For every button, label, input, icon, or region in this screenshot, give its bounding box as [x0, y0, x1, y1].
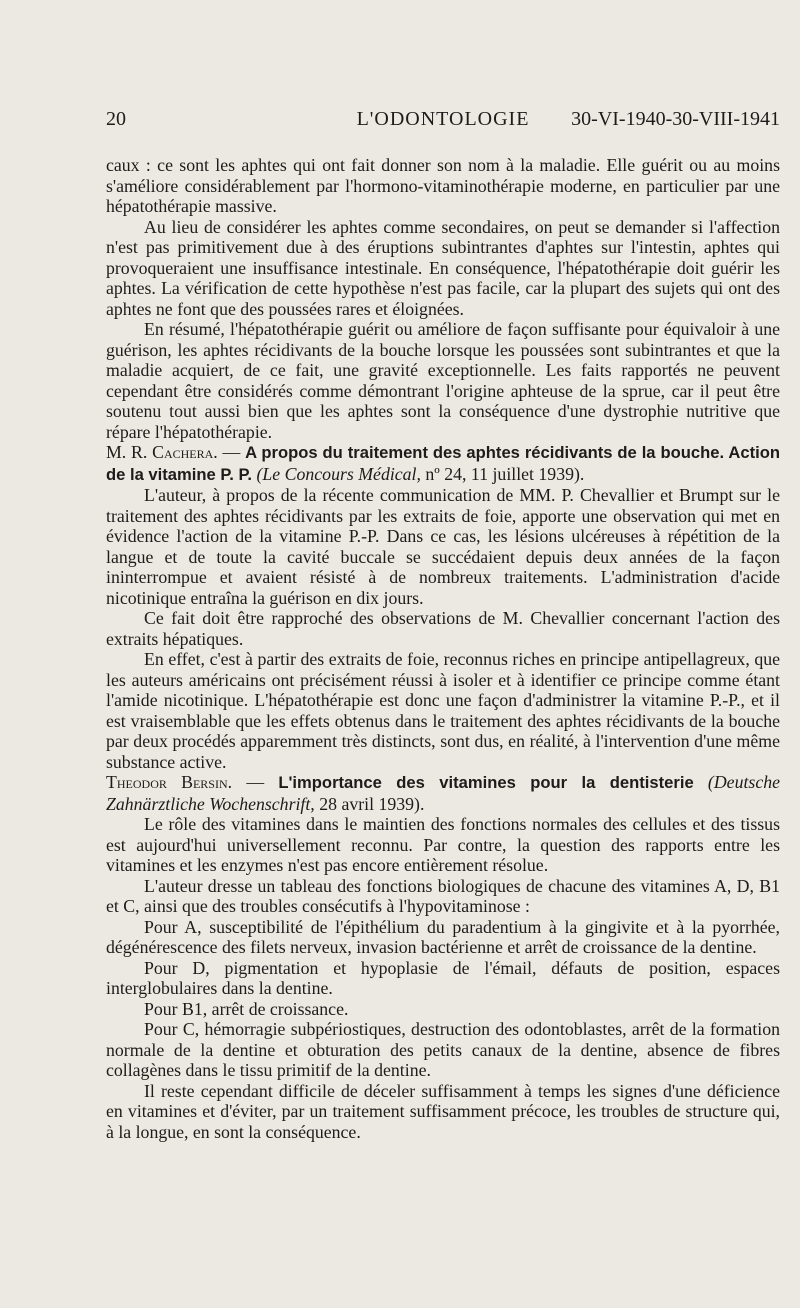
- entry-dash: —: [217, 442, 246, 462]
- paragraph: Pour C, hémorragie subpériostiques, destruction des odontoblastes, arrêt de la formation normale de la dentine et obturation des petits canaux de la dentine, absence de fibres collagènes dans le tissu primitif de la dentine.: [106, 1019, 780, 1080]
- page-header: [106, 108, 780, 138]
- bibliography-entry: [106, 772, 780, 814]
- paragraph: Le rôle des vitamines dans le maintien des fonctions normales des cellules et des tissus est aujourd'hui universellement reconnu. Par contre, la question des rapports entre les vitamines et les enzymes n'est pas encore entièrement résolue.: [106, 814, 780, 875]
- entry-title: A propos du traitement des aphtes récidivants de la bouche. Action de la vitamine P. P.: [106, 443, 781, 484]
- page-number: 20: [106, 108, 126, 130]
- entry-source-details: nº 24, 11 juillet 1939).: [420, 463, 585, 484]
- paragraph: En effet, c'est à partir des extraits de foie, reconnus riches en principe antipellagreux, que les auteurs américains ont précisément réussi à isoler et à identifier ce principe comme étant l'amide nicotinique. L'hépatothérapie est donc une façon d'administrer la vitamine P.-P., et il est vraisemblable que les effets obtenus dans le traitement des aphtes récidivants de la bouche par deux procédés apparemment très distincts, sont dus, en réalité, à l'intervention d'une même substance active.: [106, 649, 780, 772]
- journal-title: L'ODONTOLOGIE: [356, 108, 530, 130]
- article-body: [106, 155, 780, 1142]
- paragraph: Pour A, susceptibilité de l'épithélium du paradentium à la gingivite et à la pyorrhée, dégénérescence des filets nerveux, invasion bactérienne et arrêt de croissance de la dentine.: [106, 916, 780, 957]
- issue-date: 30-VI-1940-30-VIII-1941: [571, 108, 780, 130]
- entry-title: L'importance des vitamines pour la dentisterie: [278, 773, 694, 792]
- entry-source-details: 28 avril 1939).: [314, 793, 425, 814]
- entry-dash: —: [232, 772, 279, 792]
- paragraph: Pour D, pigmentation et hypoplasie de l'émail, défauts de position, espaces interglobulaires dans la dentine.: [106, 957, 780, 998]
- bibliography-entry: [106, 442, 780, 485]
- entry-author: M. R. Cachera.: [106, 442, 218, 462]
- entry-author: Theodor Bersin.: [106, 772, 233, 792]
- paragraph: caux : ce sont les aphtes qui ont fait donner son nom à la maladie. Elle guérit ou au moins s'améliore considérablement par l'hormono-vitaminothérapie moderne, en particulier par une hépatothérapie massive.: [106, 155, 780, 216]
- paragraph: L'auteur dresse un tableau des fonctions biologiques de chacune des vitamines A, D, B1 et C, ainsi que des troubles consécutifs à l'hypovitaminose :: [106, 875, 780, 916]
- paragraph: Au lieu de considérer les aphtes comme secondaires, on peut se demander si l'affection n'est pas primitivement due à des éruptions subintrantes d'aphtes sur l'intestin, aphtes qui provoqueraient une insuffisance intestinale. En conséquence, l'hépatothérapie doit guérir les aphtes. La vérification de cette hypothèse n'est pas facile, car la plupart des sujets qui ont des aphtes ne font que des poussées rares et éloignées.: [106, 216, 780, 319]
- entry-source: (Deutsche Zahnärztliche Wochenschrift,: [106, 772, 780, 814]
- paragraph: L'auteur, à propos de la récente communication de MM. P. Chevallier et Brumpt sur le traitement des aphtes récidivants par les extraits de foie, apporte une observation qui met en évidence l'action de la vitamine P.-P. Dans ce cas, les lésions ulcéreuses à répétition de la langue et de toute la cavité buccale se succédaient depuis deux années de la façon ininterrompue et avaient résisté à de nombreux traitements. L'administration d'acide nicotinique entraîna la guérison en dix jours.: [106, 485, 780, 608]
- paragraph: Pour B1, arrêt de croissance.: [144, 998, 349, 1019]
- paragraph: En résumé, l'hépatothérapie guérit ou améliore de façon suffisante pour équivaloir à une guérison, les aphtes récidivants de la bouche lorsque les poussées sont subintrantes et que la maladie acquiert, de ce fait, une gravité exceptionnelle. Les faits rapportés ne peuvent cependant être considérés comme démontrant l'origine aphteuse de la sprue, car il peut être soutenu tout aussi bien que les aphtes sont la conséquence d'une dystrophie nutritive que répare l'hépatothérapie.: [106, 319, 780, 442]
- paragraph: Il reste cependant difficile de déceler suffisamment à temps les signes d'une déficience en vitamines et d'éviter, par un traitement suffisamment précoce, les troubles de structure qui, à la longue, en sont la conséquence.: [106, 1080, 780, 1142]
- entry-source: (Le Concours Médical,: [252, 463, 421, 484]
- paragraph: Ce fait doit être rapproché des observations de M. Chevallier concernant l'action des extraits hépatiques.: [106, 608, 780, 649]
